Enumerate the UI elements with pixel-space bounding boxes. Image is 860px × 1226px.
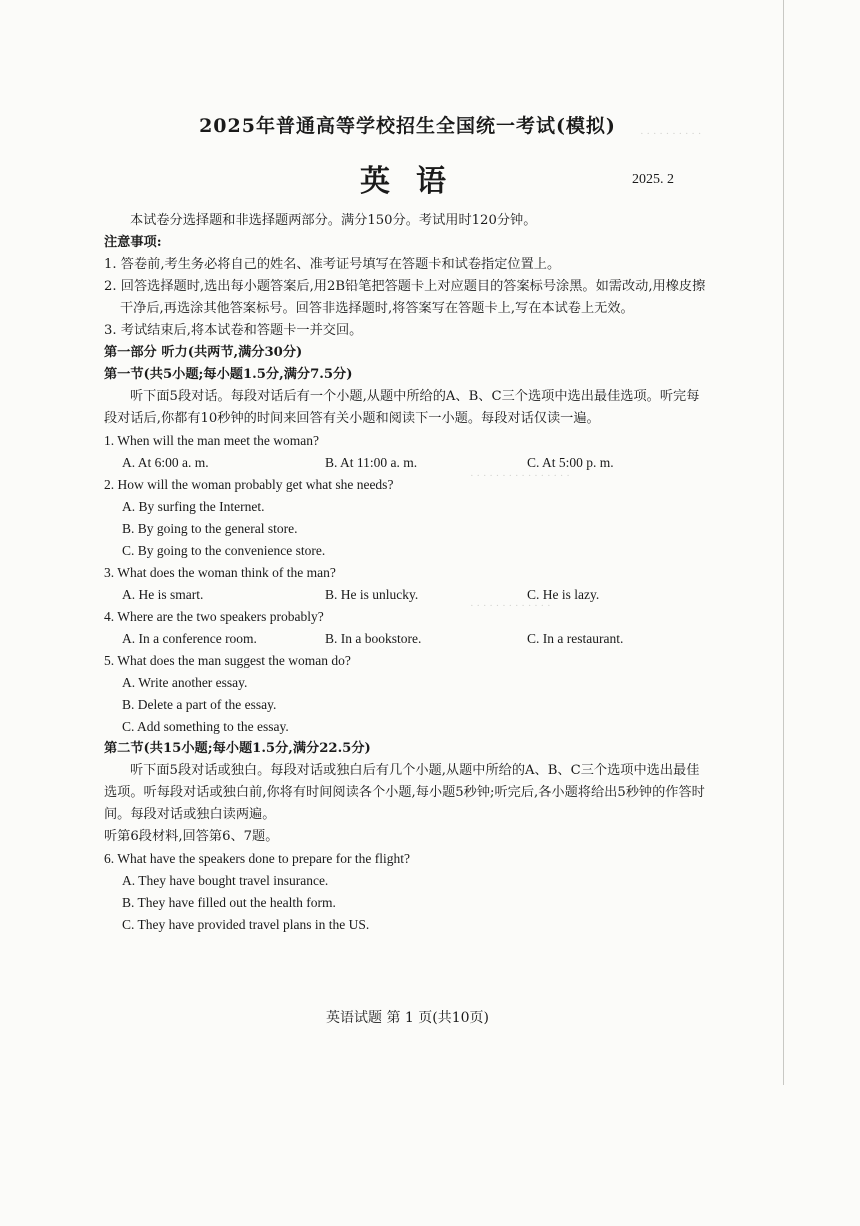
question-block xyxy=(104,606,712,650)
option: C. By going to the convenience store. xyxy=(122,543,326,558)
option: B. Delete a part of the essay. xyxy=(122,697,277,712)
notice-heading: 注意事项: xyxy=(104,235,162,250)
question-stem: 6. What have the speakers done to prepare for the flight? xyxy=(104,851,411,866)
options-row xyxy=(104,584,712,606)
option: A. At 6:00 a. m. xyxy=(122,455,209,470)
exam-body xyxy=(104,210,712,936)
bleed-through-text: · · · · · · · · · · xyxy=(640,128,702,140)
option: B. They have filled out the health form. xyxy=(122,895,336,910)
question-stem: 3. What does the woman think of the man? xyxy=(104,565,336,580)
bleed-through-text: · · · · · · · · · · · · · · · · xyxy=(470,470,570,482)
question-block xyxy=(104,848,712,936)
option: C. Add something to the essay. xyxy=(122,719,289,734)
option: C. He is lazy. xyxy=(527,587,600,602)
question-stem: 4. Where are the two speakers probably? xyxy=(104,609,324,624)
options-row xyxy=(104,452,712,474)
option: B. He is unlucky. xyxy=(325,587,419,602)
option: A. Write another essay. xyxy=(122,675,248,690)
question-stem: 5. What does the man suggest the woman do? xyxy=(104,653,351,668)
option: A. He is smart. xyxy=(122,587,204,602)
page-footer: 英语试题 第 1 页(共10页) xyxy=(326,1010,489,1026)
subject-heading: 英语 xyxy=(360,164,472,199)
question-stem: 2. How will the woman probably get what she needs? xyxy=(104,477,394,492)
section1-heading: 第一节(共5小题;每小题1.5分,满分7.5分) xyxy=(104,367,353,382)
question-block xyxy=(104,562,712,606)
section1-instructions: 听下面5段对话。每段对话后有一个小题,从题中所给的A、B、C三个选项中选出最佳选项。听完每段对话后,你都有10秒钟的时间来回答有关小题和阅读下一小题。每段对话仅读一遍。 xyxy=(104,389,700,426)
option: B. By going to the general store. xyxy=(122,521,298,536)
section2-heading: 第二节(共15小题;每小题1.5分,满分22.5分) xyxy=(104,741,371,756)
option: C. At 5:00 p. m. xyxy=(527,455,614,470)
question-block xyxy=(104,430,712,474)
exam-intro: 本试卷分选择题和非选择题两部分。满分150分。考试用时120分钟。 xyxy=(130,213,537,228)
section2-instructions: 听下面5段对话或独白。每段对话或独白后有几个小题,从题中所给的A、B、C三个选项中选出最佳选项。听每段对话或独白前,你将有时间阅读各个小题,每小题5秒钟;听完后,各小题将给出5秒钟的作答时间。每段对话或独白读两遍。 xyxy=(104,763,705,822)
notice-item: 3. 考试结束后,将本试卷和答题卡一并交回。 xyxy=(104,323,363,338)
options-row xyxy=(104,628,712,650)
option: A. In a conference room. xyxy=(122,631,257,646)
option: B. In a bookstore. xyxy=(325,631,422,646)
option: B. At 11:00 a. m. xyxy=(325,455,418,470)
question-block xyxy=(104,650,712,738)
bleed-through-text: · · · · · · · · · · · · · xyxy=(470,600,551,612)
notice-item: 2. 回答选择题时,选出每小题答案后,用2B铅笔把答题卡上对应题目的答案标号涂黑。如需改动,用橡皮擦干净后,再选涂其他答案标号。回答非选择题时,将答案写在答题卡上,写在本试卷上无效。 xyxy=(104,279,706,316)
question-block xyxy=(104,474,712,562)
option: C. They have provided travel plans in the US. xyxy=(122,917,370,932)
question-stem: 1. When will the man meet the woman? xyxy=(104,433,319,448)
page-edge-line xyxy=(783,0,784,1085)
option: C. In a restaurant. xyxy=(527,631,624,646)
exam-title: 2025年普通高等学校招生全国统一考试(模拟) xyxy=(199,115,616,137)
option: A. They have bought travel insurance. xyxy=(122,873,329,888)
option: A. By surfing the Internet. xyxy=(122,499,265,514)
notice-item: 1. 答卷前,考生务必将自己的姓名、准考证号填写在答题卡和试卷指定位置上。 xyxy=(104,257,561,272)
part1-heading: 第一部分 听力(共两节,满分30分) xyxy=(104,345,303,360)
exam-date: 2025. 2 xyxy=(632,172,674,187)
material-note: 听第6段材料,回答第6、7题。 xyxy=(104,829,279,844)
